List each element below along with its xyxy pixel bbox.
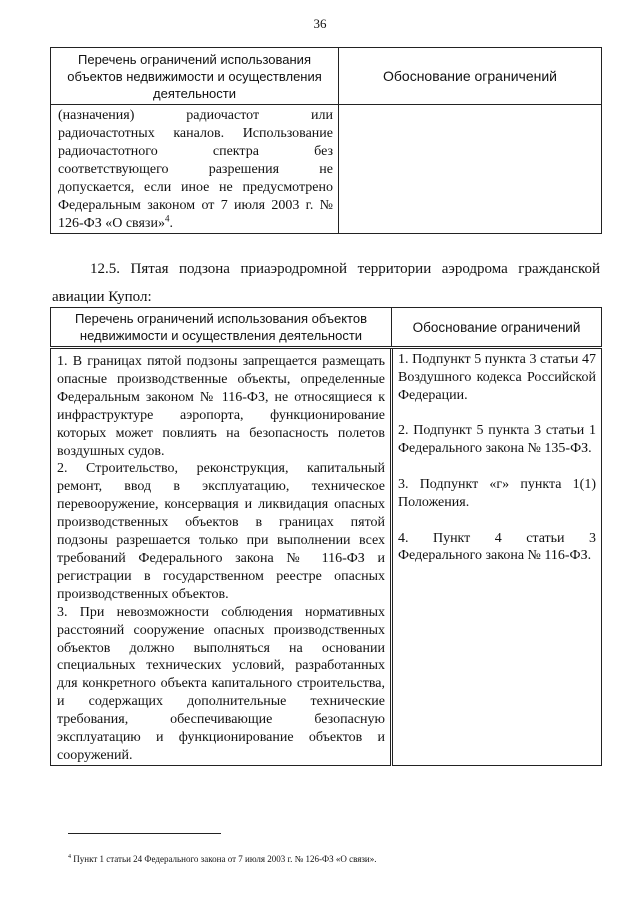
page-number: 36	[313, 16, 327, 31]
footnote	[68, 851, 376, 865]
table-header-row	[51, 308, 602, 348]
table-cell-restrictions	[51, 348, 392, 766]
table-header-justification: Обоснование ограничений	[392, 308, 602, 348]
footnote-text: Пункт 1 статьи 24 Федерального закона от 7 июля 2003 г. № 126-ФЗ «О связи».	[71, 854, 377, 864]
list-item: 2. Строительство, реконструкция, капитальный ремонт, ввод в эксплуатацию, техническое перевооружение, консервация и ликвидация опасных производственных объектов в границах пятой подзоны разрешается только при выполнении всех требований Федерального закона № 116-ФЗ и регистрации в государственном реестре опасных производственных объектов.	[57, 461, 385, 602]
restriction-text	[51, 105, 338, 233]
restriction-text-tail: .	[169, 216, 173, 231]
list-item: 3. При невозможности соблюдения нормативных расстояний сооружение опасных производственных объектов должно выполняться на основании специальных технических условий, разработанных для конкретного объекта капитального строительства, и содержащих дополнительные технические требования, обеспечивающие безопасную эксплуатацию и функционирование объектов и сооружений.	[57, 604, 385, 763]
section-heading: 12.5. Пятая подзона приаэродромной территории аэродрома гражданской авиации Купол:	[52, 261, 600, 305]
footnote-marker: 4	[68, 854, 71, 860]
table-cell-justifications	[392, 348, 602, 766]
table-header-row	[51, 48, 602, 105]
list-item: 2. Подпункт 5 пункта 3 статьи 1 Федерального закона № 135-ФЗ.	[398, 423, 596, 457]
table-header-restrictions: Перечень ограничений использования объектов недвижимости и осуществления деятельности	[51, 48, 339, 105]
table-header-justification: Обоснование ограничений	[339, 48, 602, 105]
list-item: 4. Пункт 4 статьи 3 Федерального закона № 116-ФЗ.	[398, 530, 596, 564]
table-header-restrictions: Перечень ограничений использования объектов недвижимости и осуществления деятельности	[51, 308, 392, 348]
table-row	[51, 105, 602, 234]
restriction-text-body: (назначения) радиочастот или радиочастотных каналов. Использование радиочастотного спектра без соответствующего разрешения не допускается, если иное не предусмотрено Федеральным законом от 7 июля 2003 г. № 126-ФЗ «О связи»	[58, 108, 333, 231]
restrictions-list	[51, 349, 390, 765]
fifth-subzone-restrictions-table	[50, 307, 602, 766]
justification-text	[339, 105, 601, 107]
list-item: 1. Подпункт 5 пункта 3 статьи 47 Воздушного кодекса Российской Федерации.	[398, 352, 596, 403]
table-cell-restriction	[51, 105, 339, 234]
table-row	[51, 348, 602, 766]
list-item: 1. В границах пятой подзоны запрещается размещать опасные производственные объекты, определенные Федеральным законом № 116-ФЗ, не относящиеся к инфраструктуре аэропорта, функционирование которых может повлиять на безопасность полетов воздушных судов.	[57, 354, 385, 459]
list-item: 3. Подпункт «г» пункта 1(1) Положения.	[398, 476, 596, 510]
footnote-reference: 4	[164, 213, 170, 224]
footnote-divider	[68, 833, 221, 834]
restrictions-table-continued	[50, 47, 602, 234]
table-cell-justification	[339, 105, 602, 234]
justifications-list	[393, 349, 601, 565]
